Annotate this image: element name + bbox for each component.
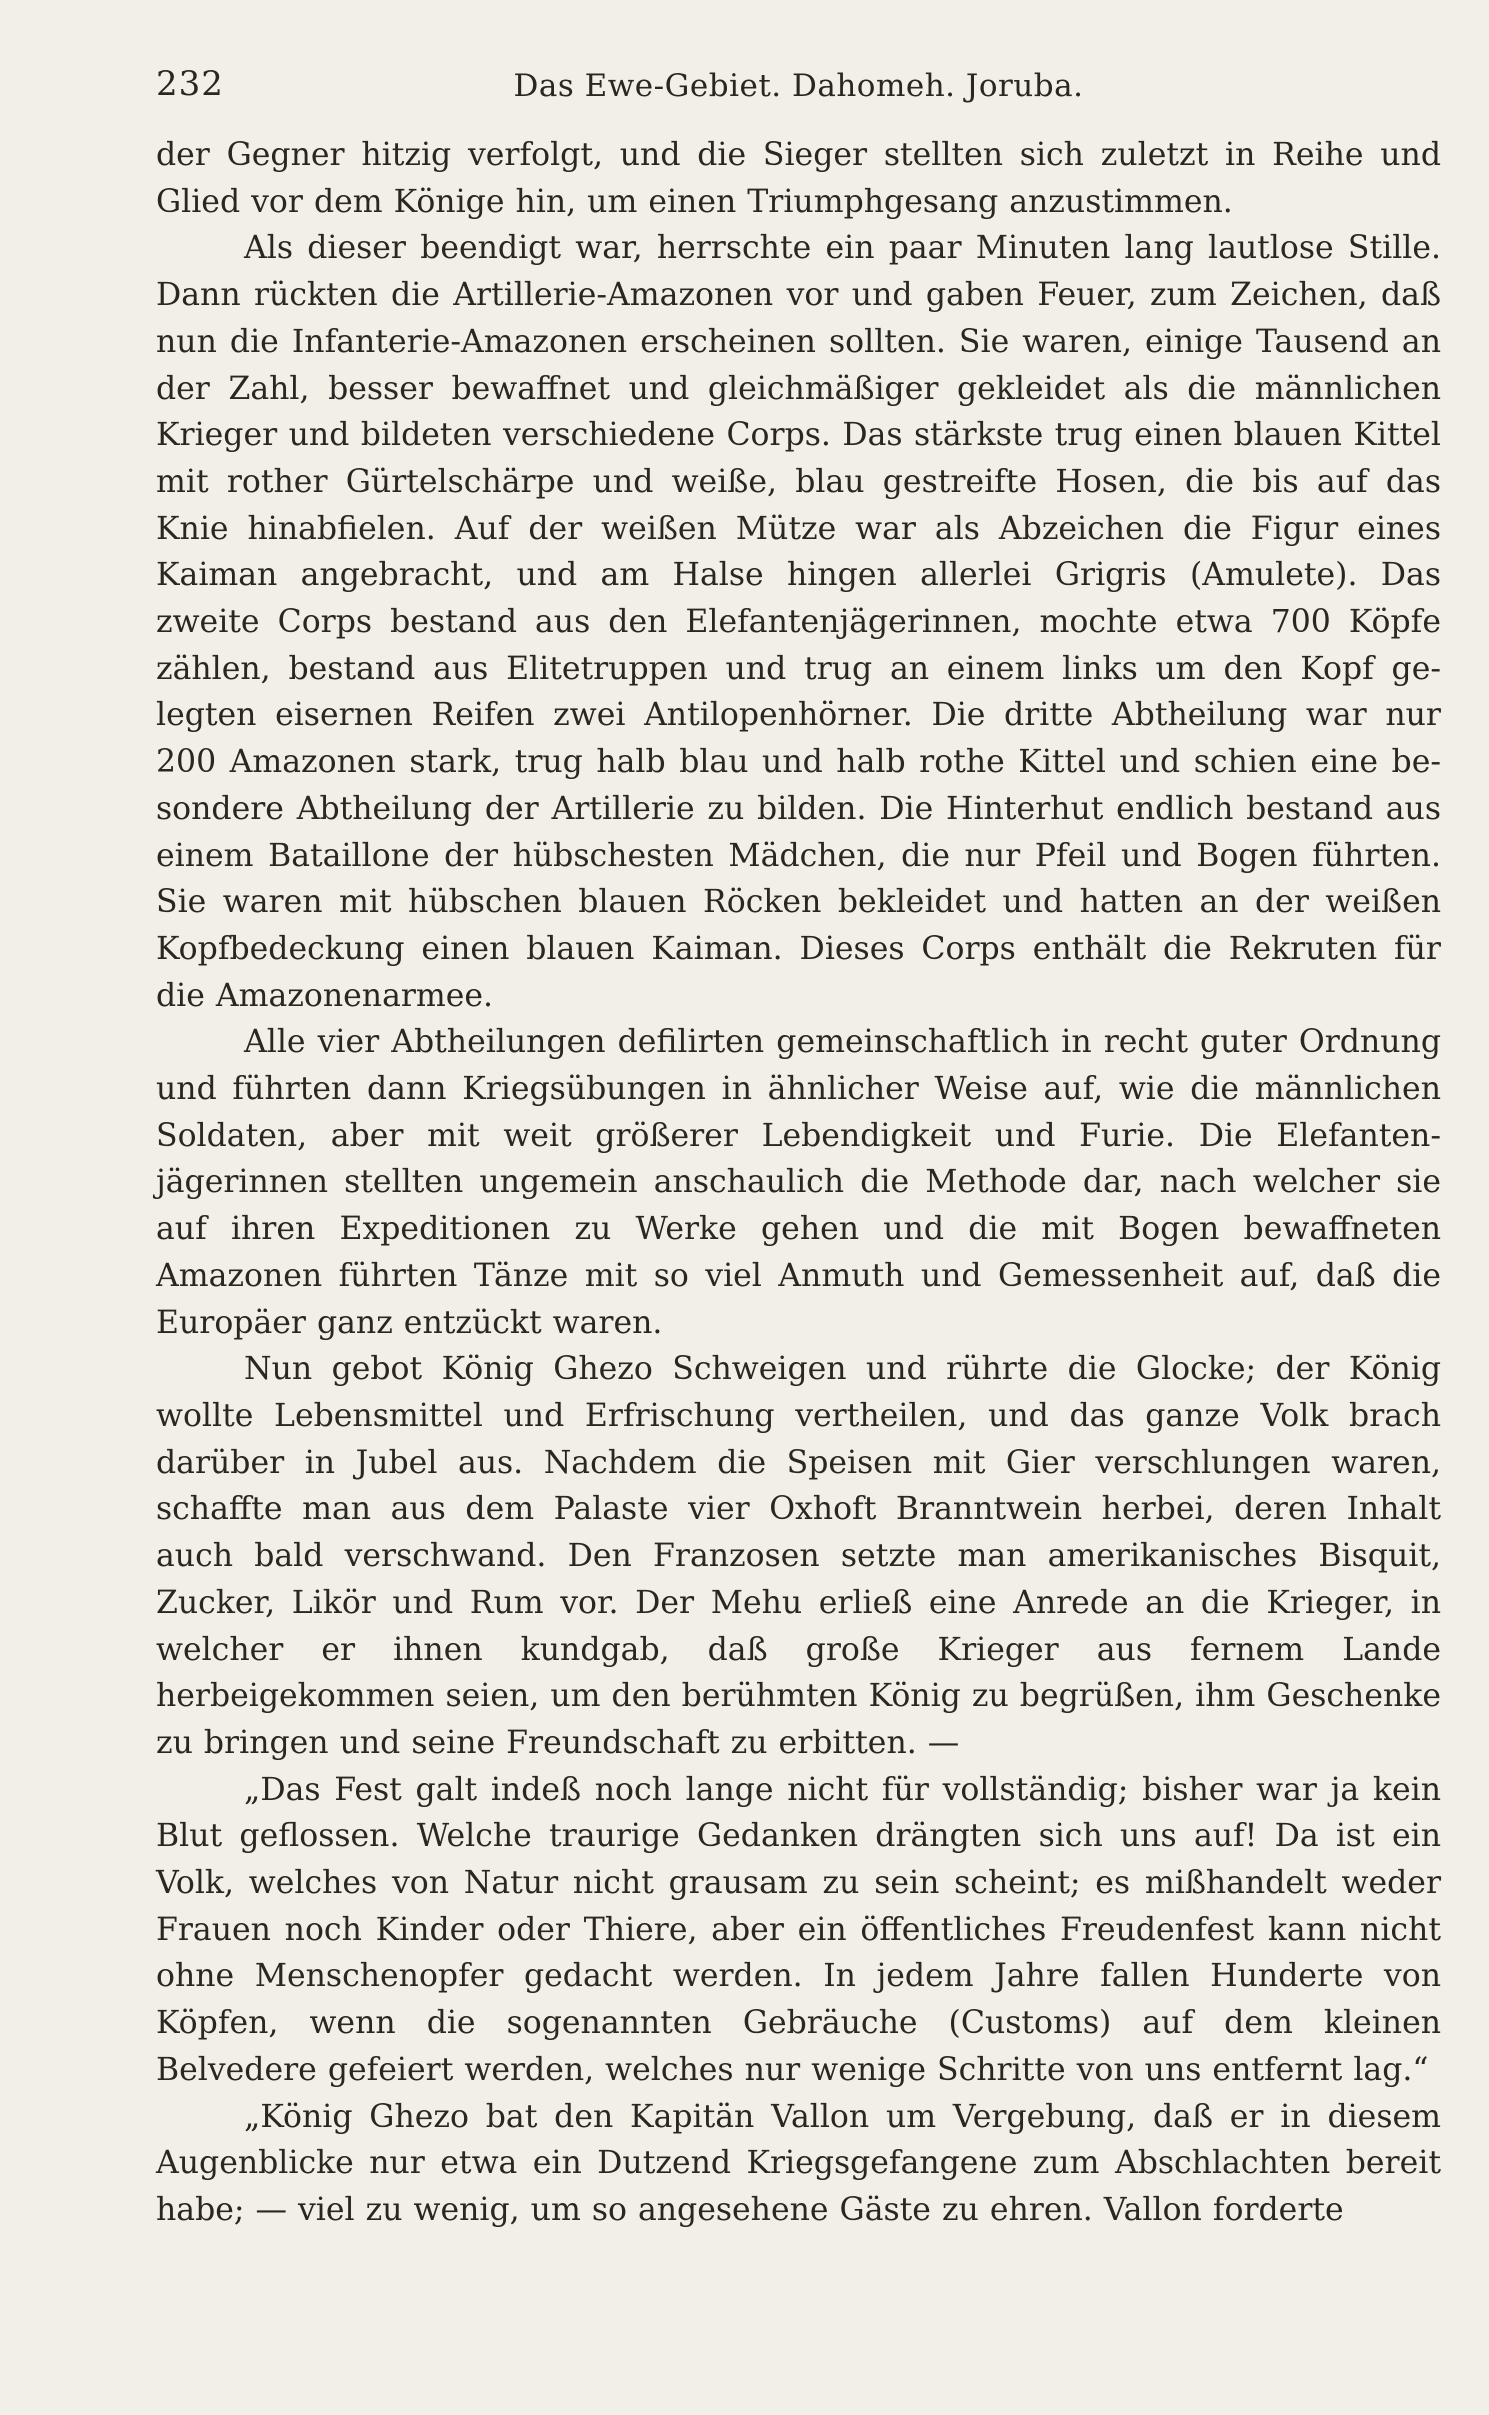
paragraph: der Gegner hitzig verfolgt, und die Sieger stellten sich zuletzt in Reihe und Glied vor dem Könige hin, um einen Triumphgesang anzustimmen. [156,137,1441,220]
paragraph: „Das Fest galt indeß noch lange nicht für vollständig; bisher war ja kein Blut geflossen. Welche traurige Gedanken drängten sich uns auf! Da ist ein Volk, welches von Natur nicht grausam zu sein scheint; es mißhandelt weder Frauen noch Kinder oder Thiere, aber ein öffentliches Freudenfest kann nicht ohne Menschenopfer gedacht werden. In jedem Jahre fallen Hunderte von Köpfen, wenn die sogenannten Gebräuche (Customs) auf dem kleinen Belvedere gefeiert werden, welches nur wenige Schritte von uns entfernt lag.“ [156,1771,1441,2088]
body-text [156,132,1441,2234]
paragraph: Als dieser beendigt war, herrschte ein paar Minuten lang lautlose Stille. Dann rückten die Artillerie-Amazonen vor und gaben Feuer, zum Zeichen, daß nun die Infanterie-Amazonen erscheinen sollten. Sie waren, einige Tausend an der Zahl, besser bewaffnet und gleichmäßiger gekleidet als die männlichen Krieger und bildeten verschiedene Corps. Das stärkste trug einen blauen Kittel mit rother Gürtelschärpe und weiße, blau gestreifte Hosen, die bis auf das Knie hinabfielen. Auf der weißen Mütze war als Abzeichen die Figur eines Kaiman angebracht, und am Halse hingen allerlei Grigris (Amulete). Das zweite Corps bestand aus den Elefantenjägerinnen, mochte etwa 700 Köpfe zählen, bestand aus Elitetruppen und trug an einem links um den Kopf gelegten eisernen Reifen zwei Antilopenhörner. Die dritte Abtheilung war nur 200 Amazonen stark, trug halb blau und halb rothe Kittel und schien eine besondere Abtheilung der Artillerie zu bilden. Die Hinterhut endlich bestand aus einem Bataillone der hübschesten Mädchen, die nur Pfeil und Bogen führten. Sie waren mit hübschen blauen Röcken bekleidet und hatten an der weißen Kopfbedeckung einen blauen Kaiman. Dieses Corps enthält die Rekruten für die Amazonenarmee. [156,230,1441,1014]
running-title: Das Ewe-Gebiet. Dahomeh. Joruba. [513,68,1084,104]
running-head [156,54,1441,118]
page-number: 232 [156,64,224,104]
paragraph: „König Ghezo bat den Kapitän Vallon um Vergebung, daß er in diesem Augenblicke nur etwa ein Dutzend Kriegsgefangene zum Abschlachten bereit habe; — viel zu wenig, um so angesehene Gäste zu ehren. Vallon forderte [156,2098,1441,2228]
paragraph: Nun gebot König Ghezo Schweigen und rührte die Glocke; der König wollte Lebensmittel und Erfrischung vertheilen, und das ganze Volk brach darüber in Jubel aus. Nachdem die Speisen mit Gier verschlungen waren, schaffte man aus dem Palaste vier Oxhoft Branntwein herbei, deren Inhalt auch bald verschwand. Den Franzosen setzte man amerikanisches Bisquit, Zucker, Likör und Rum vor. Der Mehu erließ eine Anrede an die Krieger, in welcher er ihnen kundgab, daß große Krieger aus fernem Lande herbeigekommen seien, um den berühmten König zu begrüßen, ihm Geschenke zu bringen und seine Freundschaft zu erbitten. — [156,1351,1441,1761]
paragraph: Alle vier Abtheilungen defilirten gemeinschaftlich in recht guter Ordnung und führten dann Kriegsübungen in ähnlicher Weise auf, wie die männlichen Soldaten, aber mit weit größerer Lebendigkeit und Furie. Die Elefantenjägerinnen stellten ungemein anschaulich die Methode dar, nach welcher sie auf ihren Expeditionen zu Werke gehen und die mit Bogen bewaffneten Amazonen führten Tänze mit so viel Anmuth und Gemessenheit auf, daß die Europäer ganz entzückt waren. [156,1024,1441,1341]
